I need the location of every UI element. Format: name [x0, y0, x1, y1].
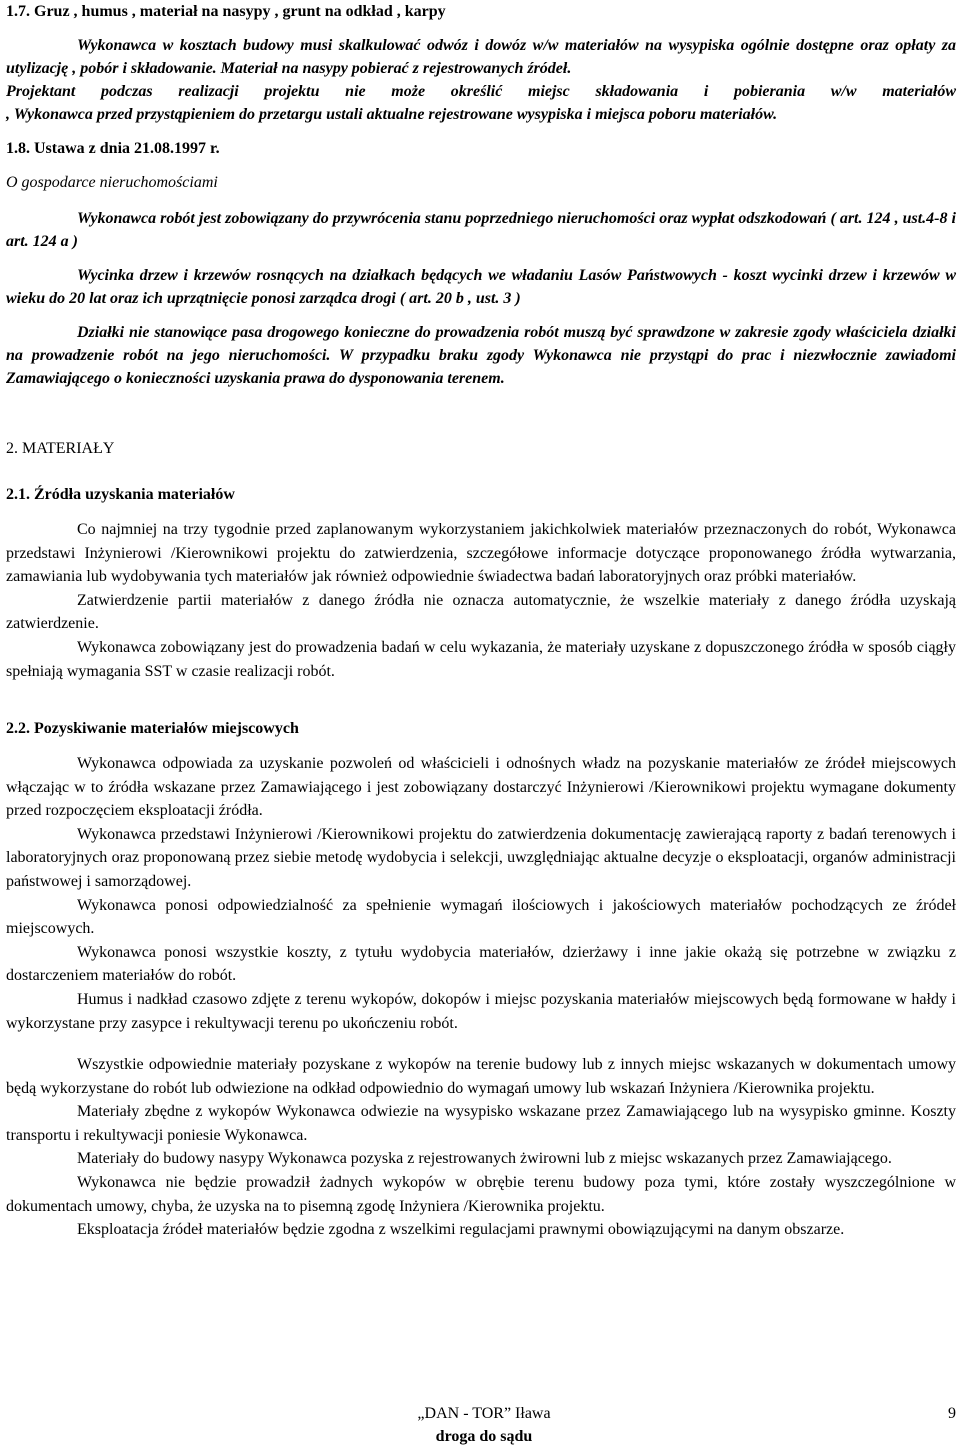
line-spacer: [6, 80, 956, 103]
section-2-2-heading: 2.2. Pozyskiwanie materiałów miejscowych: [6, 720, 299, 737]
footer-company: „DAN - TOR” Iława: [417, 1405, 551, 1422]
section-1-7-paragraph-1: Wykonawca w kosztach budowy musi skalkulować odwóz i dowóz w/w materiałów na wysypiska ogólnie dostępne oraz opłaty za utylizację , pobór i składowanie. Materiał na nasypy pobierać z rejestrowanych źródeł.: [6, 37, 956, 77]
section-1-8-paragraph-3: Działki nie stanowiące pasa drogowego konieczne do prowadzenia robót muszą być sprawdzone w zakresie zgody właściciela działki na prowadzenie robót na jego nieruchomości. W przypadku braku zgody Wykonawca nie przystąpi do prac i niezwłocznie zawiadomi Zamawiającego o konieczności uzyskania prawa do dysponowania terenem.: [6, 324, 956, 387]
section-2-1-paragraph-2: Zatwierdzenie partii materiałów z danego źródła nie oznacza automatycznie, że wszelkie materiały z danego źródła uzyskają zatwierdzenie.: [6, 591, 956, 633]
section-2-2-paragraph-8: Materiały do budowy nasypy Wykonawca pozyska z rejestrowanych żwirowni lub z miejsc wskazanych przez Zamawiającego.: [77, 1150, 892, 1168]
section-1-8-subheading: O gospodarce nieruchomościami: [6, 174, 218, 191]
section-1-7-paragraph-2b-container: [6, 80, 956, 126]
section-2-1-body: [6, 518, 956, 683]
section-2-2-paragraph-7: Materiały zbędne z wykopów Wykonawca odwiezie na wysypisko wskazane przez Zamawiającego lub na wysypisko gminne. Koszty transportu i rekultywacji poniesie Wykonawca.: [6, 1103, 956, 1144]
section-2-2-paragraph-9: Wykonawca nie będzie prowadził żadnych wykopów w obrębie terenu budowy poza tymi, które zostały wyszczególnione w dokumentach umowy, chyba, że uzyska na to pisemną zgodę Inżyniera /Kierownika projektu.: [6, 1173, 956, 1215]
section-1-7-paragraph-2b: , Wykonawca przed przystąpieniem do przetargu ustali aktualne rejestrowane wysypiska i miejsca poboru materiałów.: [6, 106, 778, 123]
section-1-8-heading: 1.8. Ustawa z dnia 21.08.1997 r.: [6, 140, 220, 157]
section-2-1-paragraph-3: Wykonawca zobowiązany jest do prowadzenia badań w celu wykazania, że materiały uzyskane z dopuszczonego źródła w sposób ciągły spełniają wymagania SST w czasie realizacji robót.: [6, 638, 956, 680]
page-number: 9: [948, 1405, 956, 1422]
section-1-8-paragraph-2: Wycinka drzew i krzewów rosnących na działkach będących we władaniu Lasów Państwowych - koszt wycinki drzew i krzewów w wieku do 20 lat oraz ich uprzątnięcie ponosi zarządca drogi ( art. 20 b , ust. 3 ): [6, 267, 956, 307]
section-1-7-paragraph-2a: Projektant podczas realizacji projektu nie może określić miejsc składowania i pobierania w/w materiałów: [6, 83, 956, 100]
section-2-2-paragraph-10: Eksploatacja źródeł materiałów będzie zgodna z wszelkimi regulacjami prawnymi obowiązującymi na danym obszarze.: [77, 1221, 845, 1239]
section-2-2-paragraph-5: Humus i nadkład czasowo zdjęte z terenu wykopów, dokopów i miejsc pozyskania materiałów miejscowych będą formowane w hałdy i wykorzystane przy zasypce i rekultywacji terenu po ukończeniu robót.: [6, 990, 956, 1032]
section-1-8-paragraph-1: Wykonawca robót jest zobowiązany do przywrócenia stanu poprzedniego nieruchomości oraz wypłat odszkodowań ( art. 124 , ust.4-8 i art. 124 a ): [6, 210, 956, 250]
footer-subtitle: droga do sądu: [435, 1428, 533, 1445]
section-2-2-paragraph-6: Wszystkie odpowiednie materiały pozyskane z wykopów na terenie budowy lub z innych miejsc wskazanych w dokumentach umowy będą wykorzystane do robót lub odwiezione na odkład odpowiednio do wymagań umowy lub wskazań Inżyniera /Kierownika projektu.: [6, 1056, 956, 1097]
section-2-2-paragraph-4: Wykonawca ponosi wszystkie koszty, z tytułu wydobycia materiałów, dzierżawy i inne jakie okażą się potrzebne w związku z dostarczeniem materiałów do robót.: [6, 943, 956, 985]
section-2-2-paragraph-2: Wykonawca przedstawi Inżynierowi /Kierownikowi projektu do zatwierdzenia dokumentację zawierającą raporty z badań terenowych i laboratoryjnych oraz proponowaną przez siebie metodę wydobycia i selekcji, uwzględniając aktualne decyzje o eksploatacji, organów administracji państwowej i samorządowej.: [6, 825, 956, 890]
section-2-2-paragraph-1: Wykonawca odpowiada za uzyskanie pozwoleń od właścicieli i odnośnych władz na pozyskanie materiałów ze źródeł miejscowych włączając w to źródła wskazane przez Zamawiającego i jest zobowiązany dostarczyć Inżynierowi /Kierownikowi projektu wymagane dokumenty przed rozpoczęciem eksploatacji źródła.: [6, 755, 956, 820]
section-2-2-paragraph-3: Wykonawca ponosi odpowiedzialność za spełnienie wymagań ilościowych i jakościowych materiałów pochodzących ze źródeł miejscowych.: [6, 896, 956, 938]
section-2-2-body-b: [6, 1053, 956, 1242]
section-1-7-heading: 1.7. Gruz , humus , materiał na nasypy , grunt na odkład , karpy: [6, 3, 446, 20]
section-2-1-heading: 2.1. Źródła uzyskania materiałów: [6, 486, 235, 503]
section-2-1-paragraph-1: Co najmniej na trzy tygodnie przed zaplanowanym wykorzystaniem jakichkolwiek materiałów przeznaczonych do robót, Wykonawca przedstawi Inżynierowi /Kierownikowi projektu do zatwierdzenia, szczegółowe informacje dotyczące proponowanego źródła wytwarzania, zamawiania lub wydobywania tych materiałów jak również odpowiednie świadectwa badań laboratoryjnych oraz próbki materiałów.: [6, 521, 956, 586]
section-2-heading: 2. MATERIAŁY: [6, 440, 115, 457]
section-2-2-body-a: [6, 752, 956, 1035]
